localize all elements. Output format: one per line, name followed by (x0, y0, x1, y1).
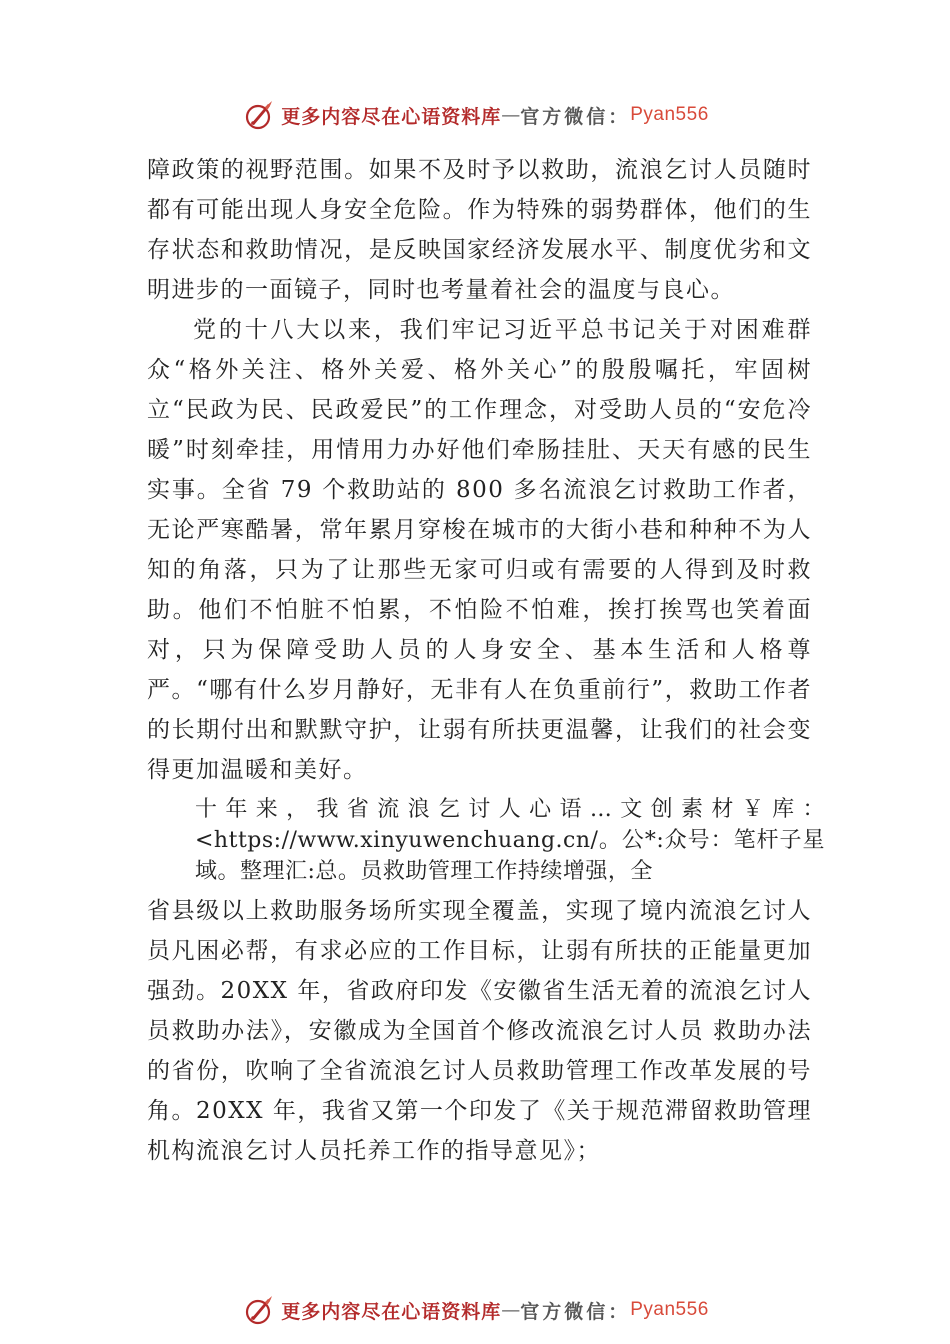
header-banner (0, 95, 950, 135)
quill-pen-logo-icon (241, 1293, 275, 1327)
quill-pen-logo-icon (241, 98, 275, 132)
header-wechat-id: Pyan556 (630, 104, 709, 125)
header-wechat-label: 官方微信： (520, 105, 631, 128)
footer-wechat-label: 官方微信： (520, 1300, 631, 1323)
header-brand-text: 更多内容尽在心语资料库 (281, 105, 502, 128)
footer-wechat-id: Pyan556 (630, 1299, 709, 1320)
paragraph-4: 省县级以上救助服务场所实现全覆盖，实现了境内流浪乞讨人员凡困必帮，有求必应的工作目标，让弱有所扶的正能量更加强劲。20XX 年，省政府印发《安徽省生活无着的流浪乞讨人员救助办法》，安徽成为全国首个修改流浪乞讨人员 救助办法的省份，吹响了全省流浪乞讨人员救助管理工作改革发展的号角。20XX 年，我省又第一个印发了《关于规范滞留救助管理机构流浪乞讨人员托养工作的指导意见》； (147, 898, 812, 1164)
document-body (147, 150, 825, 1171)
paragraph-1: 障政策的视野范围。如果不及时予以救助，流浪乞讨人员随时都有可能出现人身安全危险。作为特殊的弱势群体，他们的生存状态和救助情况，是反映国家经济发展水平、制度优劣和文明进步的一面镜子，同时也考量着社会的温度与良心。 (147, 157, 812, 303)
header-dash: — (501, 104, 521, 126)
footer-dash: — (501, 1299, 521, 1321)
footer-banner (0, 1290, 950, 1330)
paragraph-3-watermarked: 十年来，我省流浪乞讨人心语…文创素材￥库：<https://www.xinyuwenchuang.cn/。公*:众号：笔杆子星域。整理汇:总。员救助管理工作持续增强，全 (195, 797, 825, 884)
paragraph-2: 党的十八大以来，我们牢记习近平总书记关于对困难群众“格外关注、格外关爱、格外关心”的殷殷嘱托，牢固树立“民政为民、民政爱民”的工作理念，对受助人员的“安危冷暖”时刻牵挂，用情用力办好他们牵肠挂肚、天天有感的民生实事。全省 79 个救助站的 800 多名流浪乞讨救助工作者，无论严寒酷暑，常年累月穿梭在城市的大街小巷和种种不为人知的角落，只为了让那些无家可归或有需要的人得到及时救助。他们不怕脏不怕累，不怕险不怕难，挨打挨骂也笑着面对，只为保障受助人员的人身安全、基本生活和人格尊严。“哪有什么岁月静好，无非有人在负重前行”，救助工作者的长期付出和默默守护，让弱有所扶更温馨，让我们的社会变得更加温暖和美好。 (147, 317, 812, 783)
footer-brand-text: 更多内容尽在心语资料库 (281, 1300, 502, 1323)
